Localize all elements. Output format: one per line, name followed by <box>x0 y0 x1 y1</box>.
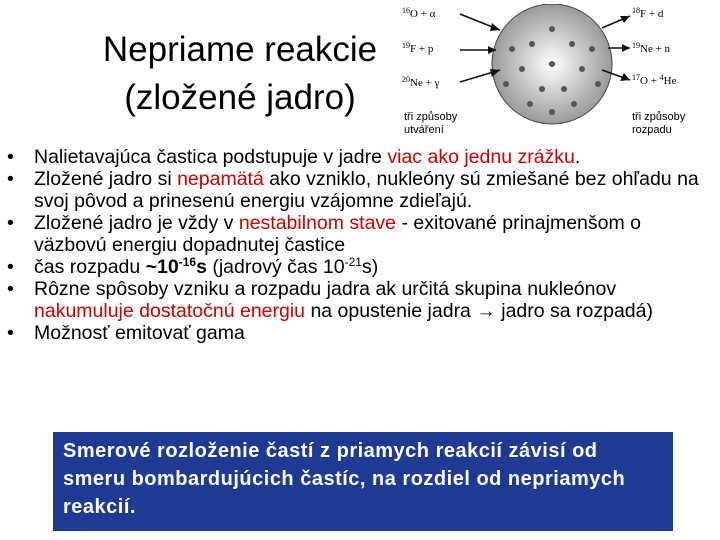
output-channel-2: $^{19}$Ne + n <box>632 41 671 55</box>
slide-title <box>60 26 420 122</box>
highlight-text: viac ako jednu zrážku <box>387 146 575 168</box>
input-channel-2: $^{19}$F + p <box>402 41 434 55</box>
bullet-list <box>0 146 720 344</box>
bullet-item-2: • Zložené jadro si nepamätá ako vzniklo, nukleóny sú zmiešané bez ohľadu na svoj pôvod a prinesenú energiu vzájomne zdieľajú. <box>0 168 720 212</box>
input-channel-3: $^{20}$Ne + γ <box>402 75 440 89</box>
arrowhead-in-1 <box>490 23 500 31</box>
slide-title-line-1: Nepriame reakcie <box>102 30 378 69</box>
bullet-item-4: • čas rozpadu $\sim 10^{-16}s$ (jadrový čas $10^{-21}s$) <box>0 256 720 278</box>
callout-text: Smerové rozloženie častí z priamych reakcií závisí od smeru bombardujúcich častíc, na rozdiel od nepriamych reakcií. <box>63 440 626 518</box>
callout-box <box>53 432 673 531</box>
highlight-text: nakumuluje dostatočnú energiu <box>34 300 306 322</box>
highlight-text: nepamätá <box>177 168 264 190</box>
slide-title-line-2: (zložené jadro) <box>124 78 356 117</box>
output-channel-1: $^{18}$F + d <box>632 6 664 20</box>
compound-nucleus-svg <box>402 4 702 138</box>
right-caption-line-2: rozpadu <box>632 124 672 136</box>
bullet-item-1: • Nalietavajúca častica podstupuje v jadre viac ako jednu zrážku. <box>0 146 720 168</box>
arrowhead-out-2 <box>622 44 630 52</box>
left-caption-line-1: tři způsoby <box>404 111 458 123</box>
bullet-item-5: • Rôzne spôsoby vzniku a rozpadu jadra ak určitá skupina nukleónov nakumuluje dostatočnú energiu na opustenie jadra → jadro sa rozpadá) <box>0 278 720 322</box>
nucleus-sphere <box>492 4 612 124</box>
bullet-item-3: • Zložené jadro je vždy v nestabilnom stave - exitované prinajmenšom o väzbovú energiu dopadnutej častice <box>0 212 720 256</box>
output-channel-3: $^{17}$O + $^4$He <box>632 73 677 87</box>
input-channel-1: $^{16}$O + α <box>402 6 436 20</box>
compound-nucleus-diagram <box>402 4 702 138</box>
left-caption-line-2: utváření <box>404 124 444 136</box>
bullet-item-6: • Možnosť emitovať gama <box>0 322 720 344</box>
right-caption-line-1: tři způsoby <box>632 111 686 123</box>
highlight-text: nestabilnom stave <box>238 212 397 234</box>
